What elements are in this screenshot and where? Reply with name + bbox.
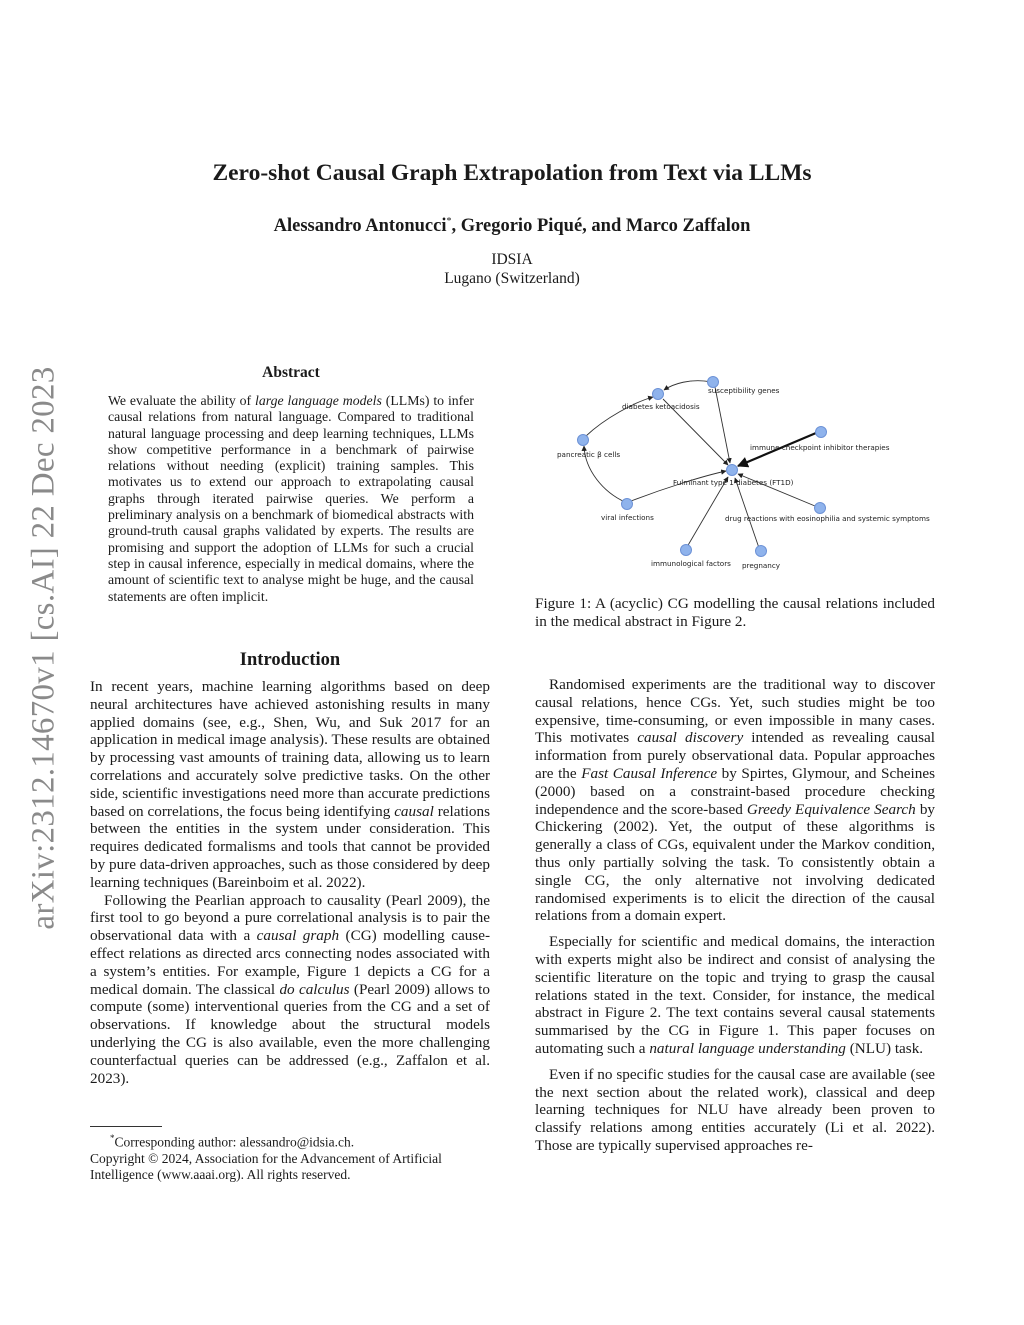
intro-paragraph-2 (90, 892, 490, 1088)
node-immune-checkpoint (816, 427, 827, 438)
label-drug-reactions: drug reactions with eosinophilia and systemic symptoms (725, 514, 930, 523)
introduction-heading: Introduction (239, 650, 341, 670)
figure-caption: Figure 1: A (acyclic) CG modelling the causal relations included in the medical abstract in Figure 2. (535, 595, 935, 630)
text-run: intended as revealing causal information from purely observational data. Popular approaches are the (535, 729, 935, 782)
emphasis: causal discovery (637, 729, 744, 747)
node-drug-reactions (815, 503, 826, 514)
footnote-rule (90, 1126, 162, 1127)
arxiv-stamp: arXiv:2312.14670v1 [cs.AI] 22 Dec 2023 (25, 366, 62, 930)
emphasis: do calculus (279, 980, 350, 998)
abstract-emphasis: large language models (255, 393, 382, 408)
author-name: Alessandro Antonucci (273, 216, 447, 237)
text-run: by Chickering (2002). Yet, the output of these algorithms is generally a class of CGs, equivalent under the Markov condition, thus only partially solving the task. To consistently obtain a single CG, the only alternative not involving dedicated randomised experiments is to elicit the direction of the causal relations from a domain expert. (535, 800, 936, 925)
node-viral-infections (622, 499, 633, 510)
label-immunological-factors: immunological factors (651, 559, 731, 568)
emphasis: causal graph (256, 927, 340, 945)
corresponding-mark: * (446, 216, 452, 227)
node-pregnancy (756, 546, 767, 557)
right-column-body (535, 676, 935, 1163)
author-names-rest: , Gregorio Piqué, and Marco Zaffalon (451, 216, 751, 237)
abstract-heading: Abstract (262, 364, 320, 381)
right-paragraph-2 (535, 933, 935, 1058)
label-pancreatic-cells: pancreatic β cells (557, 450, 621, 459)
text-run: relations between the entities in the system under consideration. This requires dedicated formalisms and tools that cannot be provided by pure data-driven approaches, such as those considered by deep learning techniques (Bareinboim et al. 2022). (90, 802, 491, 891)
footnote-copyright: Copyright © 2024, Association for the Advancement of Artificial Intelligence (www.aaai.org). All rights reserved. (90, 1150, 442, 1182)
node-pancreatic-cells (578, 435, 589, 446)
node-ft1d (727, 465, 738, 476)
introduction-body (90, 678, 490, 1087)
label-pregnancy: pregnancy (742, 561, 781, 570)
affiliation (0, 250, 1024, 288)
footnote-mark: * (110, 1133, 115, 1143)
right-paragraph-3: Even if no specific studies for the causal case are available (see the next section about the related work), classical and deep learning techniques for NLU have already been proven to classify relations among entities accurately (Li et al. 2022). Those are typically supervised approaches re- (535, 1065, 935, 1154)
abstract-text (108, 393, 474, 605)
label-ft1d: Fulminant type 1 diabetes (FT1D) (673, 478, 794, 487)
label-immune-checkpoint: immune checkpoint inhibitor therapies (750, 443, 890, 452)
affiliation-org: IDSIA (491, 251, 533, 268)
right-paragraph-1 (535, 676, 935, 925)
edge-susceptibility-to-ft1d (715, 387, 730, 463)
node-diabetes-ketoacidosis (653, 389, 664, 400)
affiliation-location: Lugano (Switzerland) (444, 270, 580, 287)
emphasis: natural language understanding (649, 1039, 846, 1057)
footnote-corresponding (90, 1130, 490, 1151)
text-run: Following the Pearlian approach to causality (Pearl 2009), the first tool to go beyond a pure correlational analysis is to pair the observational data with a (90, 891, 490, 945)
text-run: (NLU) task. (845, 1039, 924, 1057)
emphasis: causal (394, 802, 434, 820)
abstract-text-part: (LLMs) to infer causal relations from natural language. Compared to traditional natural language processing and deep learning techniques, LLMs show competitive performance in a benchmark of pairwise relations without needing (explicit) training samples. This motivates us to extend our approach to extrapolating causal graphs through iterated pairwise queries. We perform a preliminary analysis on a benchmark of biomedical abstracts with ground-truth causal graphs validated by experts. The results are promising and support the adoption of LLMs for such a crucial step in causal inference, especially in medical domains, where the amount of scientific text to analyse might be huge, and the causal statements are often implicit. (108, 393, 474, 604)
abstract-text-part: We evaluate the ability of (108, 393, 256, 408)
causal-graph-figure (545, 370, 930, 580)
text-run: Randomised experiments are the traditional way to discover causal relations, hence CGs. Yet, such studies might be too expensive, time-consuming, or even impossible in many cases. This motivates (535, 676, 935, 747)
intro-paragraph-1 (90, 678, 490, 892)
author-list (0, 216, 1024, 237)
footnote-text: Corresponding author: alessandro@idsia.ch. (114, 1134, 355, 1150)
footnote (90, 1130, 490, 1183)
emphasis: Fast Causal Inference (581, 764, 718, 782)
text-run: In recent years, machine learning algorithms based on deep neural architectures have achieved astonishing results in many applied domains (see, e.g., Shen, Wu, and Suk 2017 for an application in medical image analysis). These results are obtained by processing vast amounts of training data, allowing us to learn correlations and accurately solve predictive tasks. On the other side, scientific investigations need more than accurate predictions based on correlations, the focus being identifying (90, 678, 490, 820)
emphasis: Greedy Equivalence Search (746, 800, 916, 818)
node-immunological-factors (681, 545, 692, 556)
text-run: by Spirtes, Glymour, and Scheines (2000) based on a constraint-based procedure checking independence and the score-based (535, 764, 935, 818)
text-run: (CG) modelling cause-effect relations as directed arcs connecting nodes associated with a system’s entities. For example, Figure 1 depicts a CG for a medical domain. The classical (90, 927, 491, 998)
label-susceptibility-genes: susceptibility genes (708, 386, 780, 395)
paper-title: Zero-shot Causal Graph Extrapolation from Text via LLMs (212, 160, 812, 186)
label-diabetes-ketoacidosis: diabetes ketoacidosis (622, 402, 700, 411)
edge-pregnancy-to-ft1d (735, 478, 759, 548)
text-run: (Pearl 2009) allows to compute (some) interventional queries from the CG and a set of observations. If knowledge about the structural models underlying the CG is also available, even the more challenging counterfactual queries can be addressed (e.g., Zaffalon et al. 2023). (90, 980, 490, 1087)
text-run: Especially for scientific and medical domains, the interaction with experts might also be indirect and consist of analysing the scientific literature on the topic and trying to grasp the causal relations stated in the text. Consider, for instance, the medical abstract in Figure 2. The text contains several causal statements summarised by the CG in Figure 1. This paper focuses on automating such a (535, 933, 935, 1057)
edge-susceptibility-to-ketoacidosis (664, 381, 712, 390)
edge-immunological-to-ft1d (687, 477, 728, 547)
label-viral-infections: viral infections (601, 513, 654, 522)
